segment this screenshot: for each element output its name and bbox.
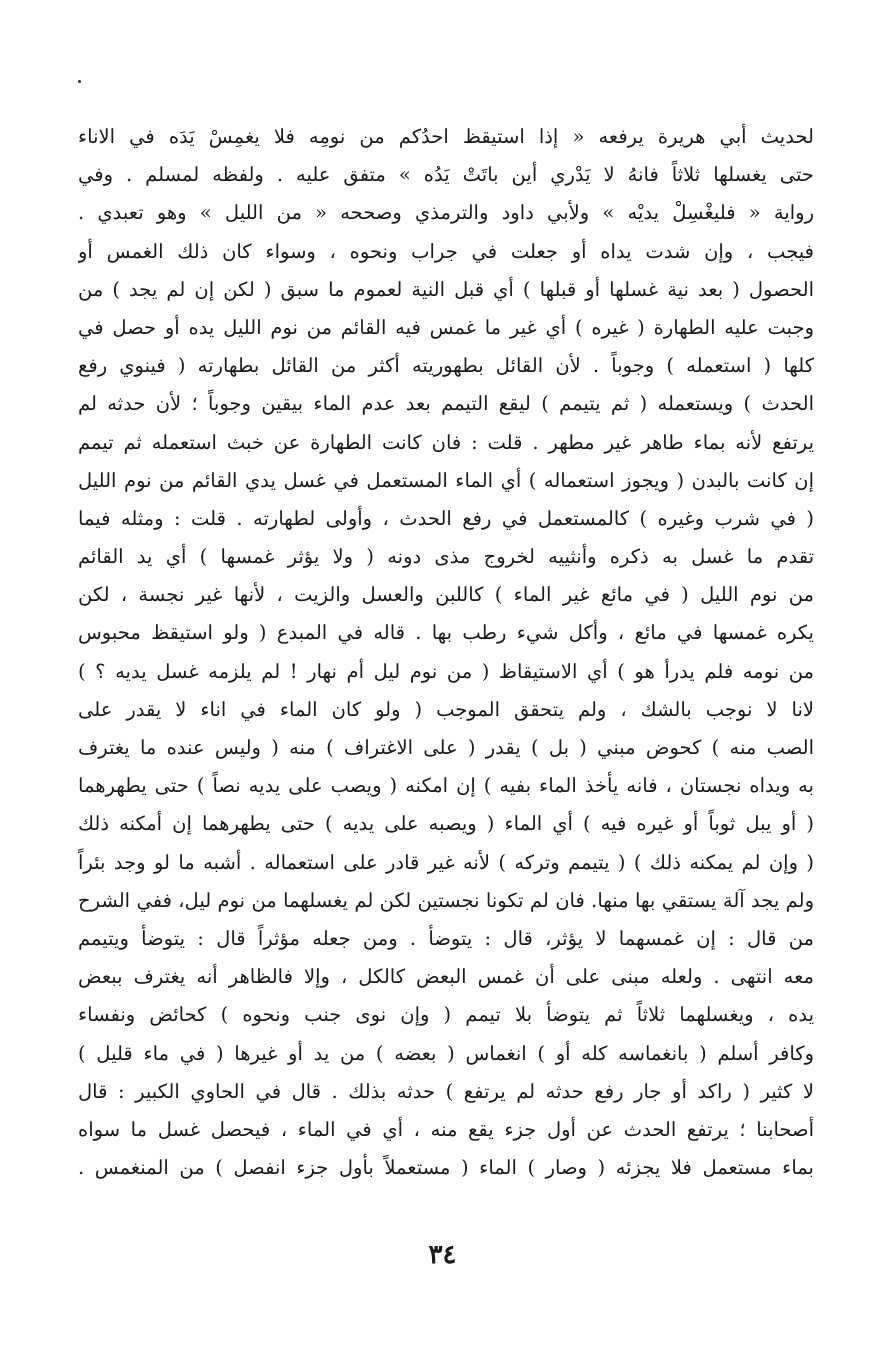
text-line: به ويداه نجستان ، فانه يأخذ الماء بفيه ) إن امكنه ( ويصب على يديه نصاً ) حتى يطهرهما (78, 774, 814, 798)
text-line: من نوم الليل ( في مائع غير الماء ) كاللبن والعسل والزيت ، لأنها غير نجسة ، لكن (78, 583, 814, 607)
page-mark (78, 80, 81, 83)
text-line: يرتفع لأنه بماء طاهر غير مطهر . قلت : فان كانت الطهارة عن خبث استعمله ثم تيمم (78, 430, 814, 454)
body-text (78, 118, 814, 1187)
text-line: ولم يجد آلة يستقي بها منها. فان لم تكونا نجستين لكن لم يغسلهما من نوم ليل، ففي الشرح (78, 888, 814, 912)
text-line: أصحابنا ؛ يرتفع الحدث عن أول جزء يقع منه ، أي في الماء ، فيحصل غسل ما سواه (78, 1117, 814, 1141)
text-line: لانا لا نوجب بالشك ، ولم يتحقق الموجب ( ولو كان الماء في اناء لا يقدر على (78, 697, 814, 721)
text-line: لحديث أبي هريرة يرفعه « إذا استيقظ احدُكم من نومِه فلا يغمِسْ يَدَه في الاناء (78, 125, 814, 148)
text-line: وكافر أسلم ( بانغماسه كله أو ) انغماس ( بعضه ) من يد أو غيرها ( في ماء قليل ) (78, 1041, 814, 1065)
text-line: لا كثير ( راكد أو جار رفع حدثه لم يرتفع ) حدثه بذلك . قال في الحاوي الكبير : قال (78, 1079, 814, 1103)
text-line: يكره غمسها في مائع ، وأكل شيء رطب بها . قاله في المبدع ( ولو استيقظ محبوس (78, 621, 814, 645)
page-number: ٣٤ (428, 1240, 457, 1270)
text-line: الحصول ( بعد نية غسلها أو قبلها ) أي قبل النية لعموم ما سبق ( لكن إن لم يجد ) من (78, 277, 814, 301)
text-line: وجبت عليه الطهارة ( غيره ) أي غير ما غمس فيه القائم من نوم الليل يده أو حصل في (78, 315, 814, 339)
text-line: إن كانت بالبدن ( ويجوز استعماله ) أي الماء المستعمل في غسل يدي القائم من نوم الليل (78, 468, 814, 492)
text-line: من قال : إن غمسهما لا يؤثر، قال : يتوضأ . ومن جعله مؤثراً قال : يتوضأ ويتيمم (78, 926, 814, 950)
text-line: معه انتهى . ولعله مبنى على أن غمس البعض كالكل ، وإلا فالظاهر أنه يغترف ببعض (78, 965, 814, 989)
text-line: حتى يغسلها ثلاثاً فانهُ لا يَدْري أين باتَتْ يَدُه » متفق عليه . ولفظه لمسلم . وفي (78, 163, 814, 187)
text-line: ( في شرب وغيره ) كالمستعمل في رفع الحدث ، وأولى لطهارته . قلت : ومثله فيما (78, 506, 814, 530)
text-line: ( وإن لم يمكنه ذلك ) ( يتيمم وتركه ) لأنه غير قادر على استعماله . أشبه ما لو وجد بئراً (78, 850, 814, 874)
text-line: الصب منه ) كحوض مبني ( بل ) يقدر ( على الاغتراف ) منه ( وليس عنده ما يغترف (78, 736, 814, 759)
text-line: تقدم ما غسل به ذكره وأنثييه لخروج مذى دونه ( ولا يؤثر غمسها ) أي يد القائم (78, 545, 814, 569)
text-line: كلها ( استعمله ) وجوباً . لأن القائل بطهوريته أكثر من القائل بطهارته ( فينوي رفع (78, 354, 814, 378)
text-line: رواية « فليغْسِلْ يديْه » ولأبي داود والترمذي وصححه « من الليل » وهو تعبدي . (78, 201, 814, 225)
text-line: الحدث ) ويستعمله ( ثم يتيمم ) ليقع التيمم بعد عدم الماء بيقين وجوباً ؛ لأن حدثه لم (78, 392, 814, 416)
text-line: ( أو يبل ثوباً أو غيره فيه ) أي الماء ( ويصبه على يديه ) حتى يطهرهما إن أمكنه ذلك (78, 812, 814, 836)
text-line: فيجب ، وإن شدت يداه أو جعلت في جراب ونحوه ، وسواء كان ذلك الغمس أو (78, 239, 814, 263)
text-line: من نومه فلم يدرأ هو ) أي الاستيقاظ ( من نوم ليل أم نهار ! لم يلزمه غسل يديه ؟ ) (78, 659, 814, 683)
text-line: بماء مستعمل فلا يجزئه ( وصار ) الماء ( مستعملاً بأول جزء انفصل ) من المنغمس . (78, 1156, 814, 1180)
text-line: يده ، ويغسلهما ثلاثاً ثم يتوضأ بلا تيمم ( وإن نوى جنب ونحوه ) كحائض ونفساء (78, 1003, 814, 1027)
